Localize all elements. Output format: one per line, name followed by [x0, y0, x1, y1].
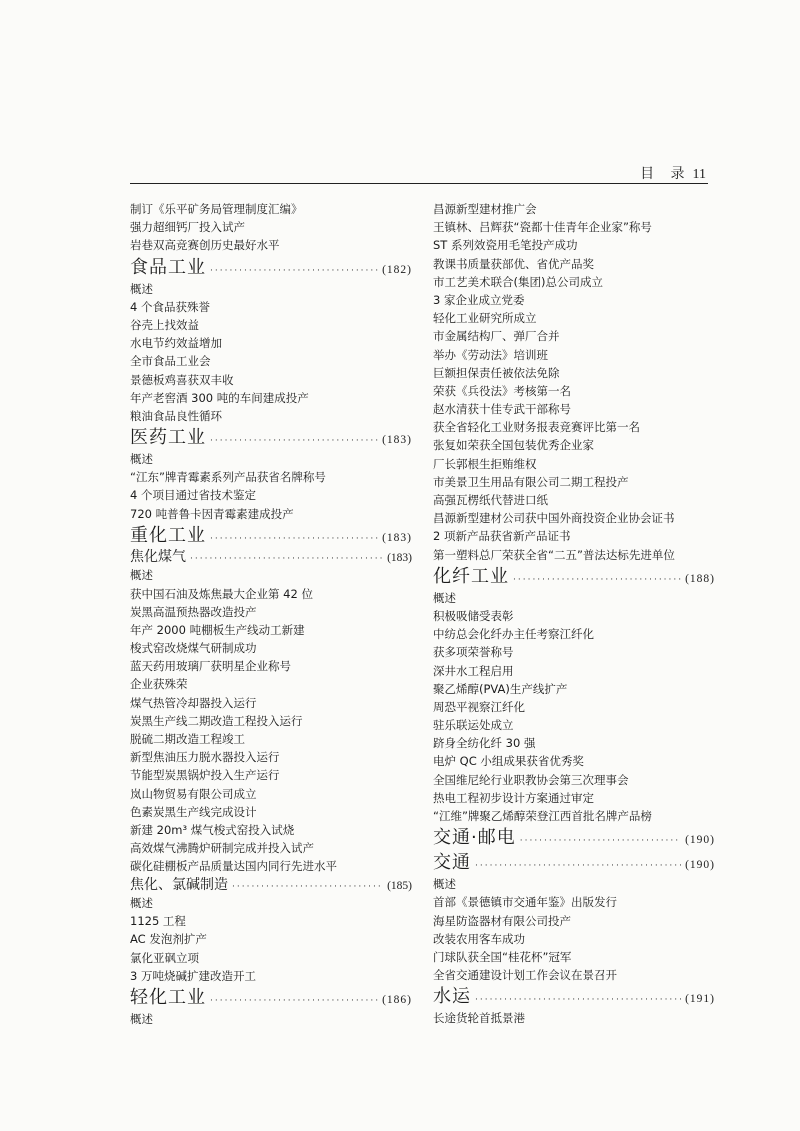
section-page-ref: (190)	[685, 834, 715, 847]
toc-entry: 4 个项目通过省技术鉴定	[130, 488, 256, 503]
section-title: 交通	[433, 852, 471, 874]
toc-entry: 获多项荣誉称号	[433, 645, 514, 660]
toc-entry: 跻身全纺化纤 30 强	[433, 736, 536, 751]
section-title: 食品工业	[130, 256, 206, 278]
toc-entry: 景德板鸡喜获双丰收	[130, 372, 234, 387]
toc-entry: 中纺总会化纤办主任考察江纤化	[433, 627, 594, 642]
section-page-ref: (182)	[382, 263, 412, 276]
toc-entry: 首部《景德镇市交通年鉴》出版发行	[433, 895, 617, 910]
toc-section-heading	[433, 984, 715, 1009]
toc-entry: 市美景卫生用品有限公司二期工程投产	[433, 474, 629, 489]
toc-entry: 第一塑料总厂荣获全省“二五”普法达标先进单位	[433, 547, 675, 562]
toc-entry: 张复如荣获全国包装优秀企业家	[433, 438, 594, 453]
toc-entry: 王镇林、吕辉获“瓷都十佳青年企业家”称号	[433, 220, 652, 235]
section-title: 交通·邮电	[433, 827, 516, 849]
section-title: 轻化工业	[130, 986, 206, 1008]
dot-leader	[513, 568, 681, 593]
toc-entry: 举办《劳动法》培训班	[433, 347, 548, 362]
section-page-ref: (183)	[387, 551, 412, 564]
dot-leader	[210, 527, 378, 552]
running-header	[640, 163, 706, 183]
toc-section-heading	[130, 523, 412, 548]
toc-entry: 岚山物贸易有限公司成立	[130, 786, 257, 801]
toc-entry: “江东”牌青霉素系列产品获省名牌称号	[130, 470, 326, 485]
dot-leader	[210, 989, 378, 1014]
header-title: 目 录	[640, 166, 691, 182]
toc-entry: 年产老窖酒 300 吨的车间建成投产	[130, 390, 309, 405]
toc-entry: 积极吸储受表彰	[433, 608, 514, 623]
toc-entry: 海星防盗器材有限公司投产	[433, 913, 571, 928]
toc-entry: 荣获《兵役法》考核第一名	[433, 383, 571, 398]
toc-section-heading	[130, 425, 412, 450]
toc-entry: 全省交通建设计划工作会议在景召开	[433, 968, 617, 983]
toc-entry: 脱硫二期改造工程竣工	[130, 732, 245, 746]
toc-entry: 热电工程初步设计方案通过审定	[433, 790, 594, 805]
toc-entry: 蓝天药用玻璃厂获明星企业称号	[130, 659, 291, 674]
toc-section-heading	[433, 564, 715, 589]
toc-entry: 驻乐联运处成立	[433, 718, 514, 733]
section-page-ref: (183)	[382, 531, 412, 544]
toc-entry: 昌源新型建材推广会	[433, 202, 537, 216]
toc-entry: AC 发泡剂扩产	[130, 932, 207, 947]
section-title: 水运	[433, 986, 471, 1008]
toc-entry: 门球队获全国“桂花杯”冠军	[433, 949, 572, 964]
section-title: 焦化、氯碱制造	[130, 876, 228, 893]
toc-entry: 深井水工程启用	[433, 663, 514, 678]
toc-entry: 2 项新产品获省新产品证书	[433, 529, 571, 544]
toc-entry: 市金属结构厂、弹厂合并	[433, 329, 560, 344]
section-page-ref: (190)	[685, 859, 715, 872]
toc-entry: 高效煤气沸腾炉研制完成并投入试产	[130, 841, 314, 856]
toc-entry: 全国维尼纶行业职教协会第三次理事会	[433, 772, 629, 787]
section-title: 医药工业	[130, 427, 206, 449]
section-page-ref: (191)	[685, 993, 715, 1006]
toc-entry: 昌源新型建材公司获中国外商投资企业协会证书	[433, 511, 675, 526]
toc-entry: 概述	[130, 281, 153, 296]
header-rule	[130, 183, 708, 184]
toc-entry: 周恐平视察江纤化	[433, 699, 525, 714]
section-title: 化纤工业	[433, 565, 509, 587]
toc-section-heading	[130, 255, 412, 280]
toc-entry: 新型焦油压力脱水器投入运行	[130, 750, 280, 765]
toc-entry: 色素炭黑生产线完成设计	[130, 804, 257, 819]
toc-entry: 强力超细钙厂投入试产	[130, 220, 245, 235]
toc-entry: 1125 工程	[130, 914, 186, 929]
toc-subsection-heading	[130, 548, 412, 567]
toc-entry: 高强瓦楞纸代替进口纸	[433, 493, 548, 507]
toc-entry: 炭黑高温预热器改造投产	[130, 604, 257, 619]
toc-entry: 氯化亚砜立项	[130, 950, 199, 965]
toc-entry: 市工艺美术联合(集团)总公司成立	[433, 274, 603, 289]
dot-leader	[210, 259, 378, 284]
toc-entry: 厂长郭根生拒贿维权	[433, 456, 537, 471]
toc-entry: 概述	[433, 877, 456, 892]
toc-entry: 3 万吨烧碱扩建改造开工	[130, 968, 256, 983]
toc-entry: 水电节约效益增加	[130, 336, 222, 351]
toc-entry: 轻化工业研究所成立	[433, 311, 537, 326]
toc-entry: 概述	[130, 452, 153, 467]
toc-entry: 概述	[130, 1011, 153, 1026]
toc-entry: 电炉 QC 小组成果获省优秀奖	[433, 754, 584, 769]
toc-entry: 赵水清获十佳专武干部称号	[433, 402, 571, 417]
section-page-ref: (188)	[685, 572, 715, 585]
toc-section-heading	[130, 985, 412, 1010]
toc-entry: 获全省轻化工业财务报表竞赛评比第一名	[433, 420, 640, 435]
toc-entry: ST 系列效瓷用毛笔投产成功	[433, 238, 578, 253]
toc-entry: 3 家企业成立党委	[433, 292, 525, 307]
toc-entry: 年产 2000 吨棚板生产线动工新建	[130, 622, 305, 637]
toc-column-left	[130, 200, 412, 1028]
toc-entry: 梭式窑改烧煤气研制成功	[130, 641, 257, 656]
toc-entry: 新建 20m³ 煤气梭式窑投入试烧	[130, 822, 295, 837]
toc-entry: 全市食品工业会	[130, 354, 211, 369]
section-page-ref: (185)	[387, 879, 412, 892]
toc-entry: 企业获殊荣	[130, 677, 188, 692]
page-number: 11	[692, 167, 706, 182]
section-page-ref: (183)	[382, 434, 412, 447]
toc-entry: 谷壳上找效益	[130, 317, 199, 332]
dot-leader	[190, 550, 383, 569]
toc-entry: 制订《乐平矿务局管理制度汇编》	[130, 202, 303, 216]
toc-entry: 概述	[433, 590, 456, 605]
toc-entry: 长途货轮首抵景港	[433, 1011, 525, 1026]
dot-leader	[210, 429, 378, 454]
toc-column-right	[433, 200, 715, 1028]
toc-entry: 巨额担保责任被依法免除	[433, 365, 560, 380]
toc-entry: 改装农用客车成功	[433, 931, 525, 946]
toc-subsection-heading	[130, 876, 412, 895]
toc-entry: 节能型炭黑锅炉投入生产运行	[130, 768, 280, 783]
toc-entry: 碳化硅棚板产品质量达国内同行先进水平	[130, 859, 337, 874]
toc-entry: “江维”牌聚乙烯醇荣登江西首批名牌产品榜	[433, 809, 652, 823]
dot-leader	[520, 829, 681, 854]
toc-entry: 获中国石油及炼焦最大企业第 42 位	[130, 586, 313, 601]
section-title: 焦化煤气	[130, 548, 186, 565]
section-title: 重化工业	[130, 524, 206, 546]
toc-entry: 岩巷双高竞赛创历史最好水平	[130, 238, 280, 253]
dot-leader	[475, 854, 681, 879]
toc-entry: 煤气热管冷却器投入运行	[130, 695, 257, 710]
toc-entry: 粮油食品良性循环	[130, 408, 222, 423]
toc-entry: 4 个食品获殊誉	[130, 299, 210, 314]
toc-entry: 概述	[130, 896, 153, 910]
toc-entry: 720 吨普鲁卡因青霉素建成投产	[130, 506, 294, 521]
toc-entry: 概述	[130, 568, 153, 583]
dot-leader	[232, 878, 383, 897]
toc-entry: 教课书质量获部优、省优产品奖	[433, 256, 594, 271]
toc-entry: 聚乙烯醇(PVA)生产线扩产	[433, 681, 568, 696]
toc-section-heading	[433, 825, 715, 850]
section-page-ref: (186)	[382, 993, 412, 1006]
toc-entry: 炭黑生产线二期改造工程投入运行	[130, 713, 303, 728]
toc-section-heading	[433, 850, 715, 875]
